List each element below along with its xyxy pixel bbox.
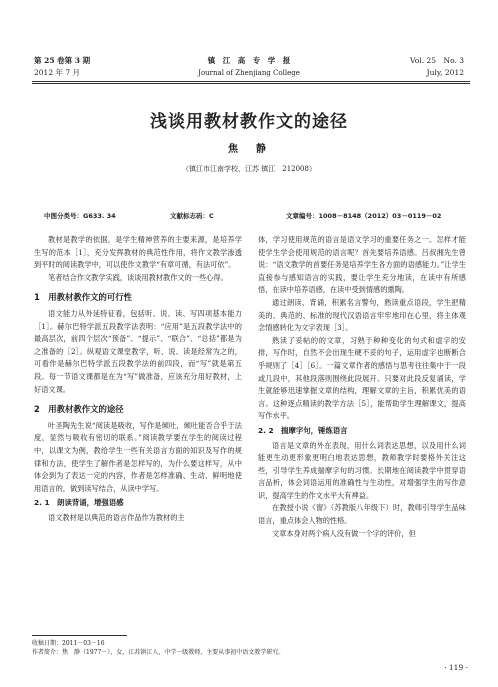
paragraph: 熟读了妥帖的的文章，习熟于种种变化的句式和虚字的安排，写作时，自然不会出现生硬不妥的句子，运用虚字也断断合乎规则了［4］［6］。一篇文章作者的感悟与思考往往集中于一段或几段中，其他段落则围绕此段展开。只要对此段反复诵读，学生就能够迅速掌握文章的结构，理解文章的主旨，积累优美的语言。这种逐点精读的教学方法［5］，能帮助学生理解课文，提高写作水平。 [258, 335, 466, 421]
section-heading: 1 用教材教作文的可行性 [34, 292, 132, 303]
header-journal-en: Journal of Zhenjiang College [198, 69, 300, 77]
footnote-rule [32, 635, 127, 636]
paragraph: 语文能力从外延特征看，包括听、说、读、写四项基本能力［1］。赫尔巴特学派五段教学法表明：“应用”是五段教学法中的最高层次，前四个层次“预备”、“提示”、“联合”、“总括”都是为之准备的［2］。纵观语文课堂教学，听、说、读是经常为之的，可看作是赫尔巴特学派五段教学法的前四段，而“写”就是第五段。每一节语文课都是在为“写”做准备，应该充分用好教材，上好语文课。 [34, 308, 242, 394]
paragraph: 语文教材是以典范的语言作品作为教材的主 [48, 512, 185, 522]
article-number: 文章编号：1008－8148（2012）03－0119－02 [286, 212, 442, 220]
header-rule-double [32, 83, 470, 84]
subsection-heading: 2. 2 揣摩字句，锤炼语言 [258, 425, 348, 435]
paragraph: 文章本身对两个病人没有做一个字的评价，但 [272, 528, 416, 538]
header-date-en: July, 2012 [426, 68, 464, 77]
paragraph: 笔者结合作文教学实践，谈谈用教材教作文的一些心得。 [48, 272, 228, 282]
author-bio: 作者简介：焦 静（1977－），女，江苏镇江人，中学一级教师，主要从事初中语文教学研究。 [32, 649, 285, 656]
paragraph: 体，学习使用规范的语言是语文学习的重要任务之一。怎样才能使学生学会使用规范的语言呢？首先要培养语感。吕叔湘先生曾说：“语文教学的首要任务是培养学生各方面的语感能力。”让学生直接参与感知语言的实践，要让学生充分地读，在读中有所感悟，在读中培养语感，在读中受到情感的熏陶。 [258, 235, 466, 295]
paragraph: 教材是教学的依据，是学生精神营养的主要来源，是培养学生写的范本［1］，充分发挥教材的典范性作用，将作文教学渗透到平时的阅读教学中，可以使作文教学“有章可循，有法可依”。 [34, 235, 242, 270]
paragraph: 叶圣陶先生说“阅读是吸收，写作是倾吐，倾吐能否合乎于法度，显然与吸收有密切的联系。”阅读教学要在学生的阅读过程中，以课文为例，教给学生一些有关语言方面的知识及写作的规律和方法，使学生了解作者是怎样写的，为什么要这样写，从中体会到为了表达一定的内容，作者是怎样准确、生动、鲜明地使用语言的，做到读写结合，从读中学写。 [34, 420, 242, 493]
clc-number: 中图分类号：G633. 34 [44, 212, 116, 220]
page-number: · 119 · [444, 663, 468, 672]
header-journal-cn: 镇 江 高 专 学 报 [207, 56, 291, 65]
body-right-column [258, 234, 466, 540]
section-heading: 2 用教材教作文的途径 [34, 404, 124, 415]
document-code: 文献标志码：C [170, 212, 214, 220]
header-volume-cn: 第 25 卷第 3 期 [34, 56, 91, 65]
article-title: 浅谈用教材教作文的途径 [150, 112, 348, 132]
paragraph: 在教授小说《窗》（苏教版八年级下）时，教师引导学生品味语言，重点体会人物的性格。 [258, 503, 466, 526]
article-author: 焦 静 [228, 144, 270, 155]
paragraph: 通过朗读、背诵，积累名言警句，熟读重点语段，学生把精美的、典范的、标准的现代汉语语言牢牢地印在心里，将主体观念情感转化为文字表现［3］。 [258, 297, 466, 333]
author-affiliation: （镇江市江南学校，江苏 镇江 212008） [182, 165, 316, 173]
body-left-column [34, 234, 242, 524]
received-date: 收稿日期：2011－03－16 [32, 640, 105, 647]
header-rule [32, 81, 470, 82]
subsection-heading: 2. 1 朗读背诵，增强语感 [34, 498, 124, 508]
paragraph: 语言是文章的外在表现，用什么词表达思想，以及用什么词能更生动更形象更明白地表达思想，教师教学时要格外关注这些，引导学生养成揣摩字句的习惯。长期地在阅读教学中贯穿语言品析，体会词语运用的准确性与生动性，对增强学生的写作意识，提高学生的作文水平大有裨益。 [258, 440, 466, 500]
header-volume-en: Vol. 25 No. 3 [410, 56, 464, 65]
header-date-cn: 2012 年 7 月 [34, 68, 81, 77]
